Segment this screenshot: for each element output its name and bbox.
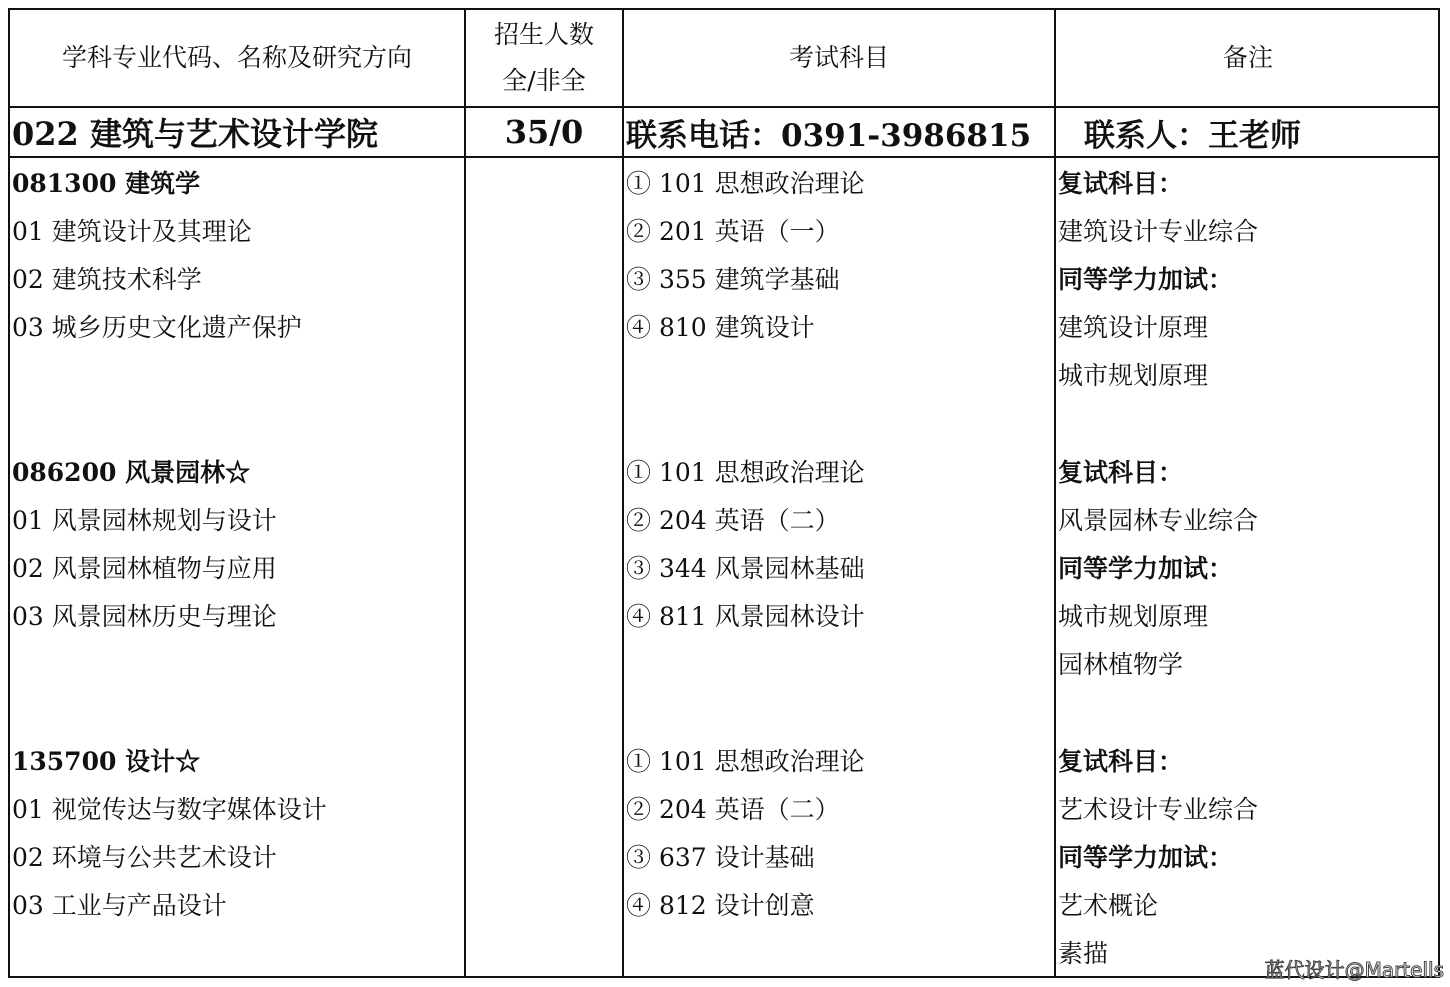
note-item: 园林植物学 <box>1058 650 1184 679</box>
note-item: 城市规划原理 <box>1058 361 1209 390</box>
department-contact: 联系人：王老师 <box>1084 117 1301 154</box>
exam-subject: ② 204 英语（二） <box>626 795 840 824</box>
exam-subject: ① 101 思想政治理论 <box>626 169 865 198</box>
department-divider <box>10 156 1438 158</box>
exam-subject: ③ 344 风景园林基础 <box>626 554 865 583</box>
note-heading: 复试科目： <box>1058 169 1184 198</box>
exam-subject: ③ 355 建筑学基础 <box>626 265 840 294</box>
note-item: 城市规划原理 <box>1058 602 1209 631</box>
research-direction: 01 风景园林规划与设计 <box>12 506 277 535</box>
header-exam-label: 考试科目 <box>788 43 889 72</box>
research-direction: 01 建筑设计及其理论 <box>12 217 252 246</box>
note-heading: 复试科目： <box>1058 747 1184 776</box>
header-quota-label-1: 招生人数 <box>493 20 594 49</box>
research-direction: 02 风景园林植物与应用 <box>12 554 277 583</box>
header-major-label: 学科专业代码、名称及研究方向 <box>61 43 412 72</box>
column-divider <box>622 10 624 976</box>
note-heading: 复试科目： <box>1058 458 1184 487</box>
note-item: 风景园林专业综合 <box>1058 506 1259 535</box>
header-major-cell <box>10 10 464 106</box>
exam-subject: ② 204 英语（二） <box>626 506 840 535</box>
exam-subject: ② 201 英语（一） <box>626 217 840 246</box>
exam-subject: ④ 812 设计创意 <box>626 891 815 920</box>
watermark: 蓝代设计@Martells <box>1264 958 1444 982</box>
exam-subject: ④ 810 建筑设计 <box>626 313 815 342</box>
admissions-table <box>8 8 1440 978</box>
note-item: 建筑设计原理 <box>1058 313 1209 342</box>
note-item: 素描 <box>1058 939 1109 968</box>
note-heading: 同等学力加试： <box>1058 265 1234 294</box>
note-item: 建筑设计专业综合 <box>1058 217 1259 246</box>
header-quota-label-2: 全/非全 <box>502 66 586 95</box>
research-direction: 03 城乡历史文化遗产保护 <box>12 313 302 342</box>
research-direction: 02 环境与公共艺术设计 <box>12 843 277 872</box>
exam-subject: ④ 811 风景园林设计 <box>626 602 865 631</box>
header-exam-cell <box>624 10 1054 106</box>
header-quota-cell <box>466 10 622 106</box>
header-notes-label: 备注 <box>1222 43 1273 72</box>
research-direction: 03 风景园林历史与理论 <box>12 602 277 631</box>
major-title: 135700 设计☆ <box>12 747 201 776</box>
research-direction: 03 工业与产品设计 <box>12 891 227 920</box>
exam-subject: ① 101 思想政治理论 <box>626 458 865 487</box>
header-notes-cell <box>1056 10 1440 106</box>
department-quota: 35/0 <box>504 113 584 151</box>
research-direction: 02 建筑技术科学 <box>12 265 202 294</box>
department-name: 022 建筑与艺术设计学院 <box>12 115 378 153</box>
note-item: 艺术概论 <box>1058 891 1159 920</box>
major-title: 081300 建筑学 <box>12 169 201 198</box>
note-heading: 同等学力加试： <box>1058 554 1234 583</box>
exam-subject: ① 101 思想政治理论 <box>626 747 865 776</box>
research-direction: 01 视觉传达与数字媒体设计 <box>12 795 327 824</box>
exam-subject: ③ 637 设计基础 <box>626 843 815 872</box>
note-item: 艺术设计专业综合 <box>1058 795 1259 824</box>
note-heading: 同等学力加试： <box>1058 843 1234 872</box>
department-phone: 联系电话：0391-3986815 <box>626 117 1032 154</box>
major-title: 086200 风景园林☆ <box>12 458 251 487</box>
